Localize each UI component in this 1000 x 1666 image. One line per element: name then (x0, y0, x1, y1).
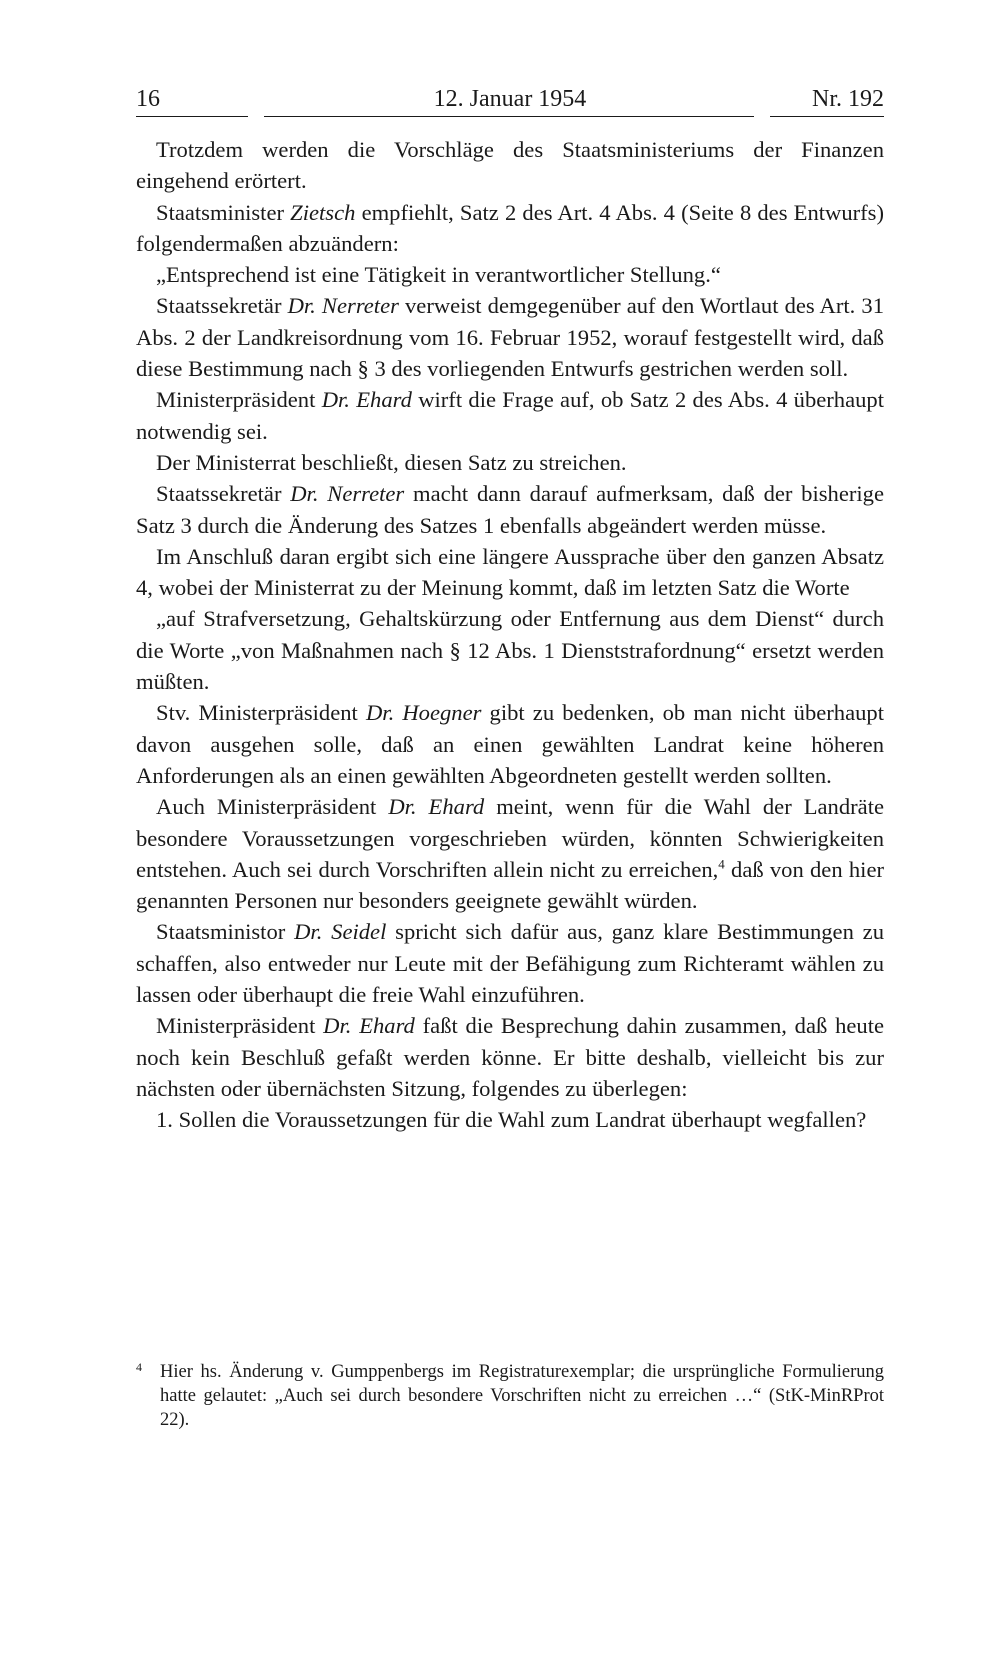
paragraph: Trotzdem werden die Vorschläge des Staatsministeriums der Finanzen eingehend erörtert. (136, 137, 884, 194)
paragraph: Staatssekretär Dr. Nerreter verweist demgegenüber auf den Wortlaut des Art. 31 Abs. 2 der Landkreisordnung vom 16. Februar 1952, worauf festgestellt wird, daß diese Bestimmung nach § 3 des vorliegenden Entwurfs gestrichen werden soll. (136, 293, 885, 382)
paragraph: 1. Sollen die Voraussetzungen für die Wahl zum Landrat überhaupt wegfallen? (156, 1107, 867, 1133)
paragraph: Stv. Ministerpräsident Dr. Hoegner gibt zu bedenken, ob man nicht überhaupt davon ausgehen solle, daß an einen gewählten Landrat keine höheren Anforderungen als an einen gewählten Abgeordneten gestellt werden sollten. (136, 700, 884, 788)
issue-number: Nr. 192 (812, 86, 884, 112)
page (136, 80, 884, 1136)
running-header (136, 80, 884, 116)
paragraph: Ministerpräsident Dr. Ehard wirft die Frage auf, ob Satz 2 des Abs. 4 überhaupt notwendig sei. (136, 387, 885, 444)
paragraph: Staatsminister Zietsch empfiehlt, Satz 2 des Art. 4 Abs. 4 (Seite 8 des Entwurfs) folgendermaßen abzuändern: (136, 199, 884, 256)
speaker-name: Dr. Seidel (294, 919, 387, 945)
speaker-name: Dr. Ehard (321, 387, 412, 413)
footnote (136, 1360, 884, 1432)
body-text (136, 134, 884, 1136)
paragraph: „Entsprechend ist eine Tätigkeit in verantwortlicher Stellung.“ (156, 262, 721, 288)
paragraph: Staatssekretär Dr. Nerreter macht dann darauf aufmerksam, daß der bisherige Satz 3 durch die Änderung des Satzes 1 ebenfalls abgeändert werden müsse. (136, 481, 885, 538)
header-rule (770, 116, 884, 117)
footnote-text: Hier hs. Änderung v. Gumppenbergs im Registraturexemplar; die ursprüngliche Formulierung hatte gelautet: „Auch sei durch besondere Vorschriften nicht zu erreichen …“ (StK-MinRProt 22). (160, 1362, 884, 1430)
speaker-name: Dr. Ehard (323, 1013, 415, 1039)
speaker-name: Dr. Nerreter (287, 293, 399, 319)
footnote-reference[interactable]: 4 (718, 856, 725, 872)
speaker-name: Dr. Nerreter (290, 481, 405, 507)
footnote-mark: 4 (136, 1360, 142, 1374)
speaker-name: Dr. Hoegner (365, 700, 482, 726)
paragraph: Ministerpräsident Dr. Ehard faßt die Besprechung dahin zusammen, daß heute noch kein Beschluß gefaßt werden könne. Er bitte deshalb, vielleicht bis zur nächsten oder übernächsten Sitzung, folgendes zu überlegen: (136, 1013, 885, 1101)
paragraph: Auch Ministerpräsident Dr. Ehard meint, wenn für die Wahl der Landräte besondere Voraussetzungen vorgeschrieben würden, könnten Schwierigkeiten entstehen. Auch sei durch Vorschriften allein nicht zu erreichen,$^4$ daß von den hier genannten Personen nur besonders geeignete gewählt würden. (136, 794, 885, 914)
page-number: 16 (136, 86, 160, 112)
footnotes (136, 1360, 884, 1432)
header-date: 12. Januar 1954 (433, 86, 587, 112)
paragraph: „auf Strafversetzung, Gehaltskürzung oder Entfernung aus dem Dienst“ durch die Worte „von Maßnahmen nach § 12 Abs. 1 Dienststrafordnung“ ersetzt werden müßten. (136, 606, 884, 695)
header-rule (136, 116, 248, 117)
speaker-name: Zietsch (290, 199, 356, 225)
paragraph: Staatsministor Dr. Seidel spricht sich dafür aus, ganz klare Bestimmungen zu schaffen, also entweder nur Leute mit der Befähigung zum Richteramt wählen zu lassen oder überhaupt die freie Wahl einzuführen. (136, 919, 885, 1008)
paragraph: Der Ministerrat beschließt, diesen Satz zu streichen. (156, 449, 627, 475)
speaker-name: Dr. Ehard (388, 794, 485, 820)
paragraph: Im Anschluß daran ergibt sich eine längere Aussprache über den ganzen Absatz 4, wobei der Ministerrat zu der Meinung kommt, daß im letzten Satz die Worte (136, 543, 884, 601)
header-rule (264, 116, 754, 117)
